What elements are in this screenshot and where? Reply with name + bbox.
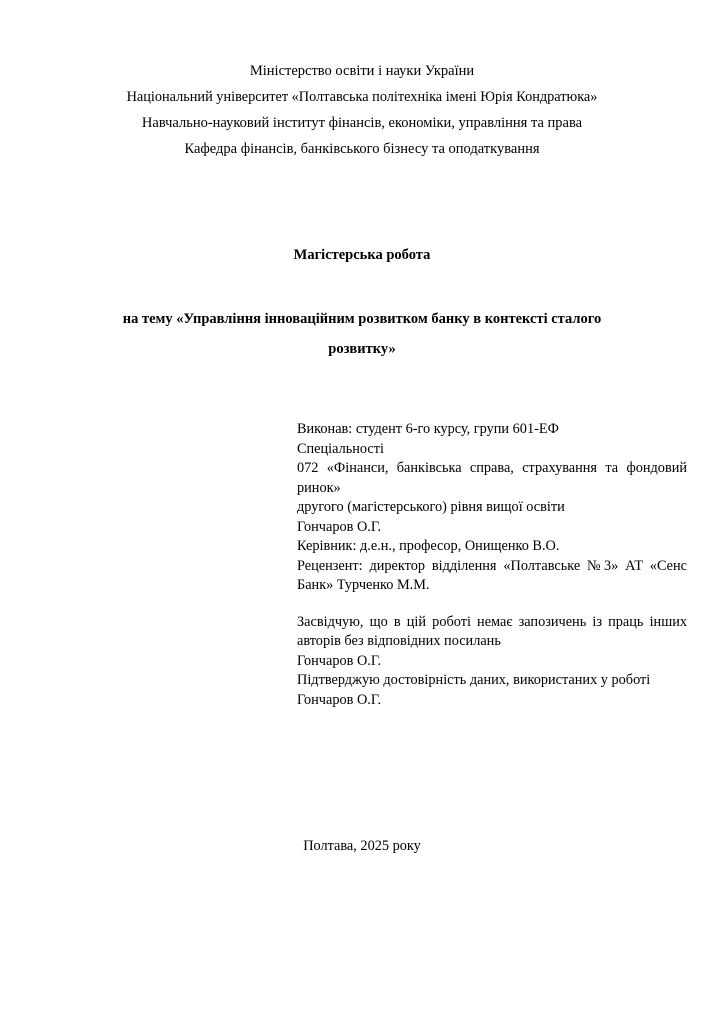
header-line-ministry: Міністерство освіти і науки України — [249, 63, 475, 79]
thesis-topic: на тему «Управління інноваційним розвитком банку в контексті сталого розвитку» — [122, 311, 602, 357]
spacer-after-header — [52, 162, 672, 244]
author-name: Гончаров О.Г. — [297, 518, 382, 535]
declaration-originality: Засвідчую, що в цій роботі немає запозичень із праць інших авторів без відповідних посилань — [297, 613, 687, 649]
thesis-type: Магістерська робота — [293, 247, 431, 263]
declaration-originality-signature: Гончаров О.Г. — [297, 652, 382, 669]
declaration-data-accuracy: Підтверджую достовірність даних, використаних у роботі — [297, 672, 651, 688]
author-course-group: Виконав: студент 6-го курсу, групи 601-ЕФ — [297, 421, 559, 437]
institution-header — [52, 58, 672, 162]
supervisor: Керівник: д.е.н., професор, Онищенко В.О. — [297, 538, 560, 554]
author-specialty-label: Спеціальності — [297, 440, 385, 457]
spacer-after-type — [52, 266, 672, 304]
spacer-before-declaration — [297, 596, 687, 613]
spacer-after-title — [52, 364, 672, 420]
title-block — [52, 244, 672, 364]
author-specialty-name: 072 «Фінанси, банківська справа, страхування та фондовий ринок» — [297, 460, 687, 496]
reviewer: Рецензент: директор відділення «Полтавське №3» АТ «Сенс Банк» Турченко М.М. — [297, 557, 687, 593]
header-line-department: Кафедра фінансів, банківського бізнесу та оподаткування — [184, 141, 540, 157]
author-education-level: другого (магістерського) рівня вищої освіти — [297, 499, 565, 515]
place-and-year: Полтава, 2025 року — [303, 838, 421, 854]
header-line-institute: Навчально-науковий інститут фінансів, економіки, управління та права — [141, 115, 583, 131]
declaration-data-accuracy-signature: Гончаров О.Г. — [297, 691, 382, 708]
spacer-before-footer — [52, 710, 672, 838]
header-line-university: Національний університет «Полтавська політехніка імені Юрія Кондратюка» — [126, 89, 598, 105]
author-details-block — [297, 420, 687, 710]
